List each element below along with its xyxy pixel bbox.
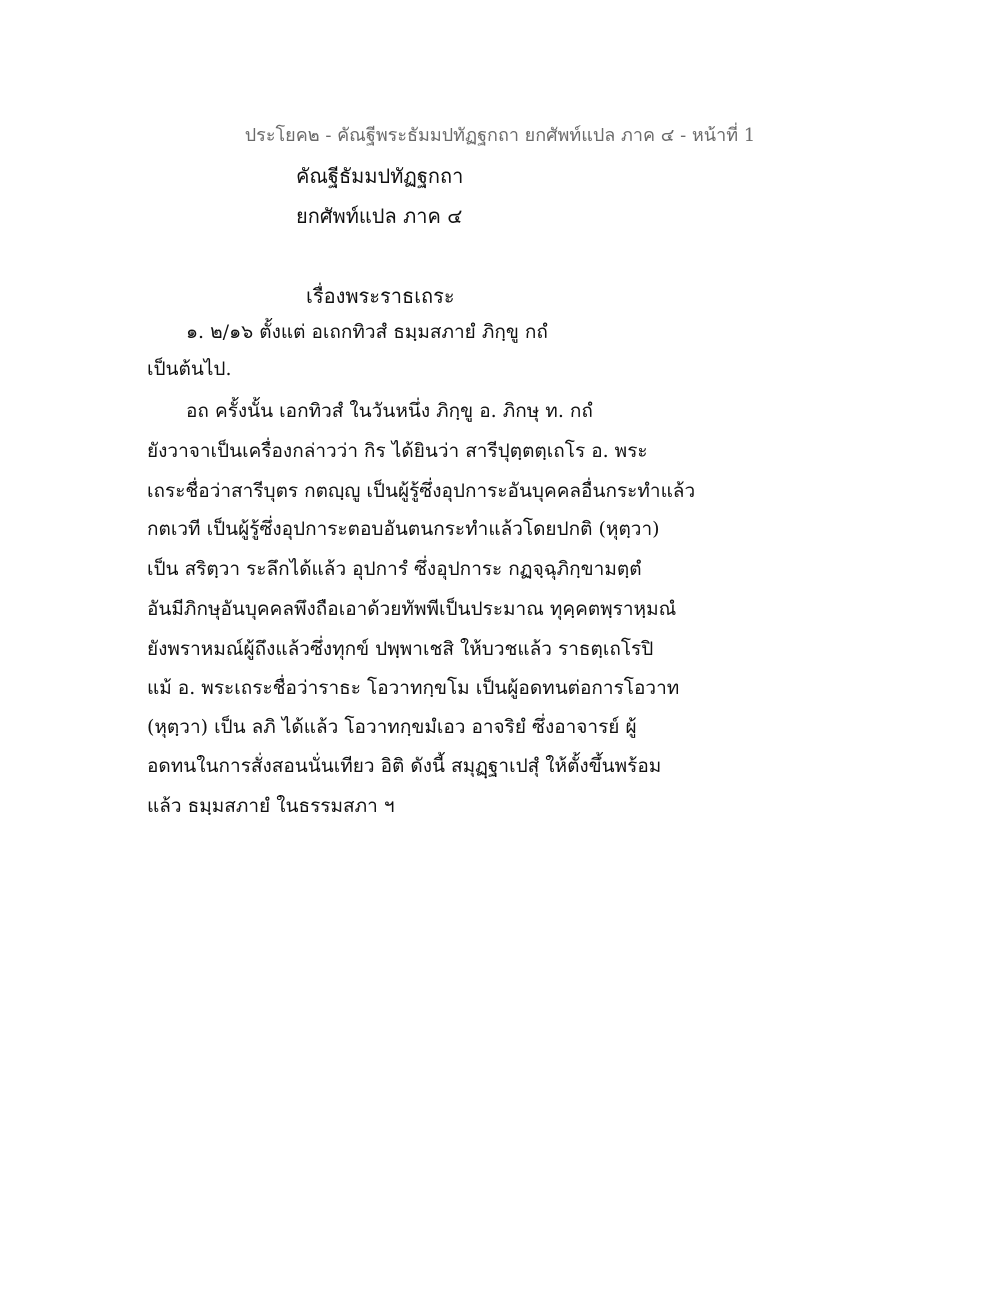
book-subtitle: ยกศัพท์แปล ภาค ๔ [296, 204, 463, 228]
body-line: กตเวที เป็นผู้รู้ซึ่งอุปการะตอบอันตนกระทำแล้วโดยปกติ (หุตฺวา) [147, 518, 660, 540]
body-line: แล้ว ธมฺมสภายํ ในธรรมสภา ฯ [147, 795, 395, 817]
story-title: เรื่องพระราธเถระ [306, 284, 455, 308]
body-line: ยังวาจาเป็นเครื่องกล่าวว่า กิร ได้ยินว่า สารีปุตฺตตฺเถโร อ. พระ [147, 440, 648, 462]
body-line: ยังพราหมณ์ผู้ถึงแล้วซึ่งทุกข์ ปพฺพาเชสิ ให้บวชแล้ว ราธตฺเถโรปิ [147, 638, 654, 660]
body-line: ๑. ๒/๑๖ ตั้งแต่ อเถกทิวสํ ธมฺมสภายํ ภิกฺขู กถํ [186, 321, 548, 343]
body-line: อถ ครั้งนั้น เอกทิวสํ ในวันหนึ่ง ภิกฺขู อ. ภิกษุ ท. กถํ [186, 400, 593, 422]
body-line: เป็นต้นไป. [147, 358, 232, 380]
body-line: แม้ อ. พระเถระชื่อว่าราธะ โอวาทกฺขโม เป็นผู้อดทนต่อการโอวาท [147, 677, 680, 699]
body-line: เป็น สริตฺวา ระลึกได้แล้ว อุปการํ ซึ่งอุปการะ กฏจฺฉุภิกฺขามตฺตํ [147, 558, 642, 580]
body-line: อดทนในการสั่งสอนนั่นเทียว อิติ ดังนี้ สมุฏฺฐาเปสุํ ให้ตั้งขึ้นพร้อม [147, 755, 662, 777]
running-header: ประโยค๒ - คัณฐีพระธัมมปทัฏฐกถา ยกศัพท์แปล ภาค ๔ - หน้าที่ 1 [244, 125, 756, 146]
book-title: คัณฐีธัมมปทัฏฐกถา [296, 164, 464, 188]
body-line: เถระชื่อว่าสารีบุตร กตญฺญู เป็นผู้รู้ซึ่งอุปการะอันบุคคลอื่นกระทำแล้ว [147, 480, 696, 502]
body-line: (หุตฺวา) เป็น ลภิ ได้แล้ว โอวาทกฺขมํเอว อาจริยํ ซึ่งอาจารย์ ผู้ [147, 716, 637, 738]
body-line: อันมีภิกษุอันบุคคลพึงถือเอาด้วยทัพพีเป็นประมาณ ทุคฺคตพฺราหฺมณํ [147, 598, 677, 620]
